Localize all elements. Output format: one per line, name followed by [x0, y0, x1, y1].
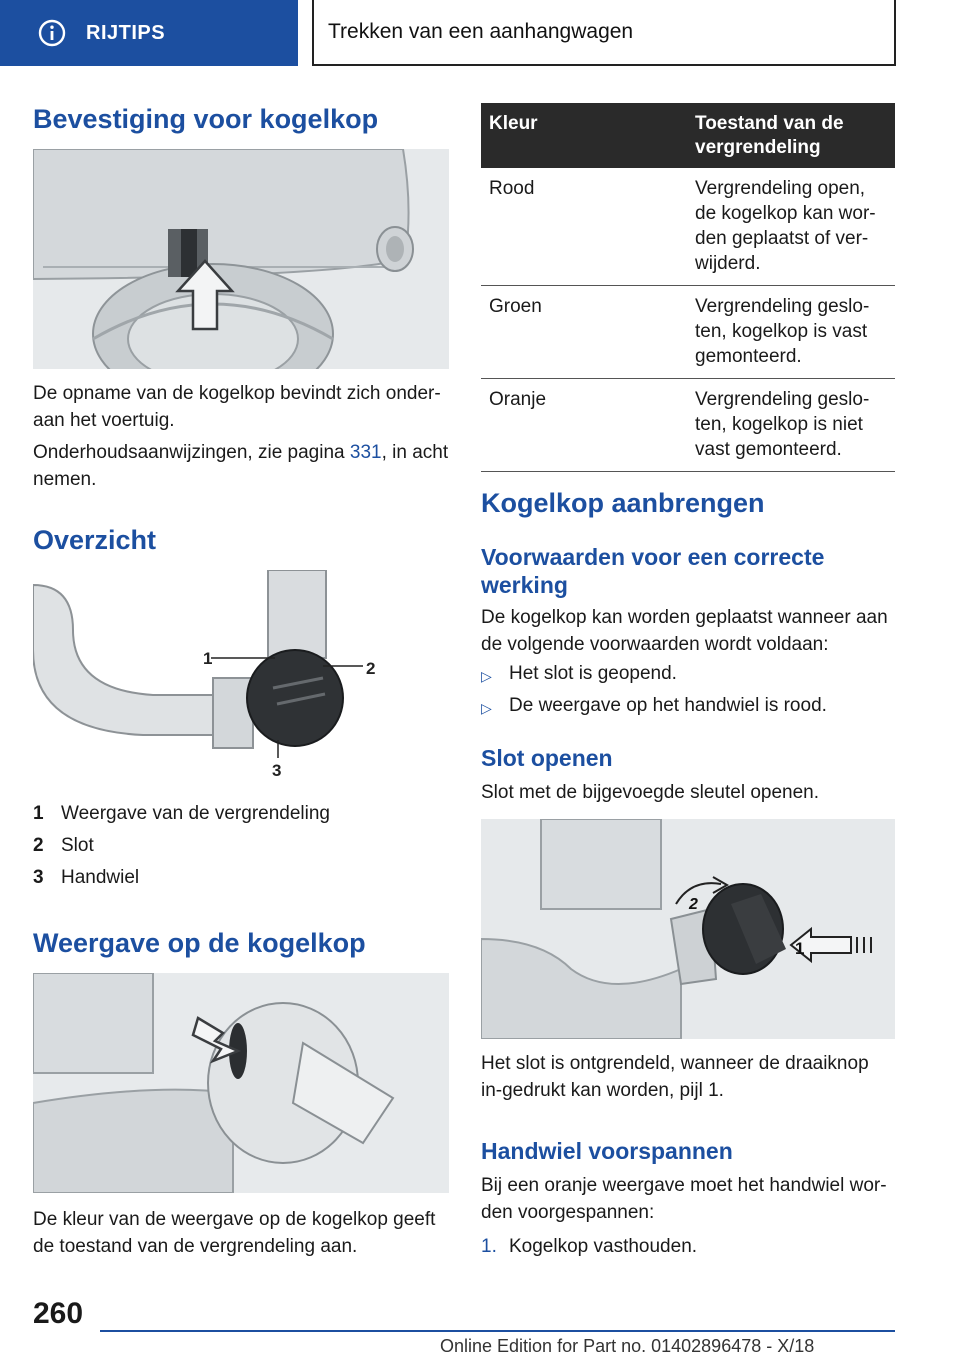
callout-3: 3	[272, 761, 282, 780]
illustration-indicator	[33, 973, 449, 1193]
legend-number: 2	[33, 835, 44, 856]
illustration-tow-mount	[33, 149, 449, 369]
table-cell-state: Vergrendeling geslo-ten, kogelkop is vast gemonteerd.	[687, 286, 895, 379]
paragraph-pretension: Bij een oranje weergave moet het handwiel wor-den voorgespannen:	[481, 1175, 887, 1223]
paragraph-indicator-color: De kleur van de weergave op de kogelkop geeft de toestand van de vergrendeling aan.	[33, 1209, 436, 1257]
table-header-row	[481, 103, 895, 168]
callout-arrow-1: 1	[795, 939, 805, 958]
section-title-weergave: Weergave op de kogelkop	[33, 928, 366, 958]
legend-number: 3	[33, 867, 44, 888]
triangle-bullet-icon: ▷	[481, 668, 492, 684]
legend-item	[33, 867, 139, 889]
info-icon	[38, 19, 66, 47]
maintenance-text-pre: Onderhoudsaanwijzingen, zie pagina	[33, 442, 350, 463]
legend-text: Weergave van de vergrendeling	[61, 803, 330, 824]
legend-text: Slot	[61, 835, 94, 856]
footer-divider	[100, 1330, 895, 1332]
illustration-open-lock	[481, 819, 895, 1039]
triangle-bullet-icon: ▷	[481, 700, 492, 716]
section-tab[interactable]	[0, 0, 298, 66]
table-cell-state: Vergrendeling geslo-ten, kogelkop is niet vast gemonteerd.	[687, 379, 895, 472]
section-title-bevestiging: Bevestiging voor kogelkop	[33, 104, 379, 134]
section-label: RIJTIPS	[86, 21, 166, 44]
legend-number: 1	[33, 803, 44, 824]
list-item	[481, 695, 827, 722]
table-row	[481, 286, 895, 379]
page-link-331[interactable]: 331	[349, 442, 382, 463]
table-cell-color: Groen	[481, 286, 687, 379]
table-cell-color: Rood	[481, 168, 687, 286]
page-number: 260	[33, 1297, 84, 1330]
paragraph-mount-location: De opname van de kogelkop bevindt zich onder-aan het voertuig.	[33, 383, 441, 431]
column-header-state: Toestand van de vergrendeling	[687, 103, 895, 168]
subsection-title-slot-openen: Slot openen	[481, 745, 613, 771]
chapter-title: Trekken van een aanhangwagen	[328, 20, 634, 43]
step-number: 1.	[481, 1236, 497, 1257]
chapter-title-box	[312, 0, 896, 66]
step-item	[481, 1236, 697, 1258]
illustration-overview	[33, 570, 449, 790]
list-item-text: De weergave op het handwiel is rood.	[509, 695, 827, 716]
paragraph-unlocked: Het slot is ontgrendeld, wanneer de draaiknop in-gedrukt kan worden, pijl 1.	[481, 1053, 869, 1101]
subsection-title-voorwaarden: Voorwaarden voor een correcte werking	[481, 544, 825, 598]
callout-arrow-2: 2	[689, 896, 698, 913]
column-header-color: Kleur	[481, 103, 687, 168]
callout-2: 2	[366, 659, 376, 678]
list-item-text: Het slot is geopend.	[509, 663, 677, 684]
paragraph-open-lock: Slot met de bijgevoegde sleutel openen.	[481, 782, 820, 803]
footer-edition: Online Edition for Part no. 01402896478 - X/18	[440, 1336, 815, 1356]
paragraph-conditions: De kogelkop kan worden geplaatst wanneer aan de volgende voorwaarden wordt voldaan:	[481, 607, 888, 655]
step-text: Kogelkop vasthouden.	[509, 1236, 698, 1257]
section-title-aanbrengen: Kogelkop aanbrengen	[481, 488, 765, 518]
legend-item	[33, 835, 94, 857]
list-item	[481, 663, 677, 690]
table-row	[481, 379, 895, 472]
legend-text: Handwiel	[61, 867, 140, 888]
lock-state-table	[481, 103, 895, 472]
table-row	[481, 168, 895, 286]
page-header	[0, 0, 960, 68]
section-title-overzicht: Overzicht	[33, 525, 157, 555]
legend-item	[33, 803, 330, 825]
table-cell-color: Oranje	[481, 379, 687, 472]
table-cell-state: Vergrendeling open, de kogelkop kan wor-den geplaatst of ver-wijderd.	[687, 168, 895, 286]
subsection-title-handwiel: Handwiel voorspannen	[481, 1138, 733, 1164]
callout-1: 1	[203, 649, 213, 668]
maintenance-text-post: , in acht nemen.	[33, 442, 449, 490]
paragraph-maintenance	[33, 439, 449, 493]
